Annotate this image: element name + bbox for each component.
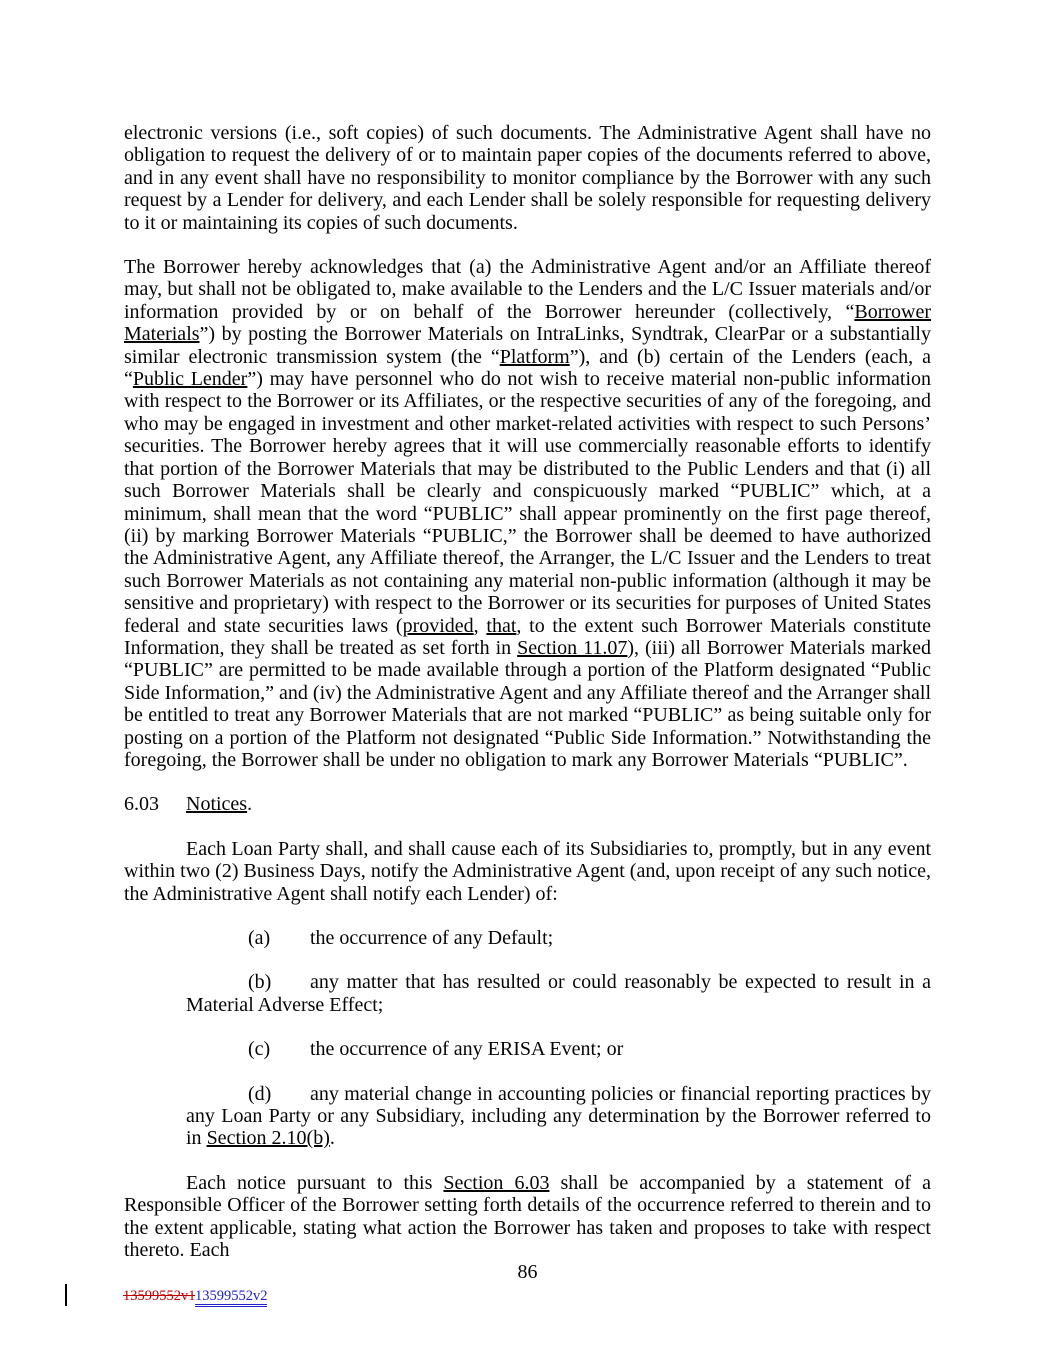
list-item-c-label: (c) bbox=[248, 1038, 271, 1061]
page-number: 86 bbox=[517, 1261, 538, 1283]
section-number: 6.03 bbox=[124, 793, 159, 816]
list-item-c bbox=[186, 1038, 931, 1060]
paragraph-borrower-materials: The Borrower hereby acknowledges that (a) the Administrative Agent and/or an Affiliate thereof may, but shall not be obligated to, make available to the Lenders and the L/C Issuer materials and/or information provided by or on behalf of the Borrower hereunder (collectively, “Borrower Materials”) by posting the Borrower Materials on IntraLinks, Syndtrak, ClearPar or a substantially similar electronic transmission system (the “Platform”), and (b) certain of the Lenders (each, a “Public Lender”) may have personnel who do not wish to receive material non-public information with respect to the Borrower or its Affiliates, or the respective securities of any of the foregoing, and who may be engaged in investment and other market-related activities with respect to such Persons’ securities. The Borrower hereby agrees that it will use commercially reasonable efforts to identify that portion of the Borrower Materials that may be distributed to the Public Lenders and that (i) all such Borrower Materials shall be clearly and conspicuously marked “PUBLIC” which, at a minimum, shall mean that the word “PUBLIC” shall appear prominently on the first page thereof, (ii) by marking Borrower Materials “PUBLIC,” the Borrower shall be deemed to have authorized the Administrative Agent, any Affiliate thereof, the Arranger, the L/C Issuer and the Lenders to treat such Borrower Materials as not containing any material non-public information (although it may be sensitive and proprietary) with respect to the Borrower or its securities for purposes of United States federal and state securities laws (provided, that, to the extent such Borrower Materials constitute Information, they shall be treated as set forth in Section 11.07), (iii) all Borrower Materials marked “PUBLIC” are permitted to be made available through a portion of the Platform designated “Public Side Information,” and (iv) the Administrative Agent and any Affiliate thereof and the Arranger shall be entitled to treat any Borrower Materials that are not marked “PUBLIC” as being suitable only for posting on a portion of the Platform not designated “Public Side Information.” Notwithstanding the foregoing, the Borrower shall be under no obligation to mark any Borrower Materials “PUBLIC”. bbox=[124, 256, 932, 771]
list-item-a-text: the occurrence of any Default; bbox=[310, 927, 554, 949]
list-item-b bbox=[186, 971, 931, 1016]
paragraph-notice-obligation: Each Loan Party shall, and shall cause each of its Subsidiaries to, promptly, but in any event within two (2) Business Days, notify the Administrative Agent (and, upon receipt of any such notice, the Administrative Agent shall notify each Lender) of: bbox=[124, 837, 931, 905]
paragraph-electronic-copies: electronic versions (i.e., soft copies) of such documents. The Administrative Agent shall have no obligation to request the delivery of or to maintain paper copies of the documents referred to above, and in any event shall have no responsibility to monitor compliance by the Borrower with any such request by a Lender for delivery, and each Lender shall be solely responsible for requesting delivery to it or maintaining its copies of such documents. bbox=[124, 122, 931, 234]
list-item-b-label: (b) bbox=[248, 971, 272, 994]
doc-revision-ids bbox=[123, 1287, 267, 1305]
change-bar bbox=[65, 1284, 67, 1306]
list-item-d bbox=[186, 1083, 931, 1150]
list-item-a-label: (a) bbox=[248, 927, 271, 949]
paragraph-notice-statement: Each notice pursuant to this Section 6.03 shall be accompanied by a statement of a Responsible Officer of the Borrower setting forth details of the occurrence referred to therein and to the extent applicable, stating what action the Borrower has taken and proposes to take with respect thereto. Each bbox=[124, 1171, 932, 1262]
list-item-d-text: any material change in accounting policies or financial reporting practices by any Loan Party or any Subsidiary, including any determination by the Borrower referred to in Section 2.10(b). bbox=[186, 1082, 931, 1150]
section-heading-6-03 bbox=[124, 793, 931, 815]
doc-id-old-strikethrough: 13599552v1 bbox=[123, 1288, 195, 1304]
list-item-c-text: the occurrence of any ERISA Event; or bbox=[310, 1038, 624, 1061]
list-item-b-text: any matter that has resulted or could reasonably be expected to result in a Material Adverse Effect; bbox=[186, 971, 931, 1016]
document-body bbox=[124, 122, 931, 1283]
list-item-a bbox=[186, 927, 931, 949]
section-title: Notices. bbox=[186, 793, 253, 816]
list-item-d-label: (d) bbox=[248, 1082, 272, 1105]
doc-id-new-inserted: 13599552v2 bbox=[195, 1288, 268, 1307]
